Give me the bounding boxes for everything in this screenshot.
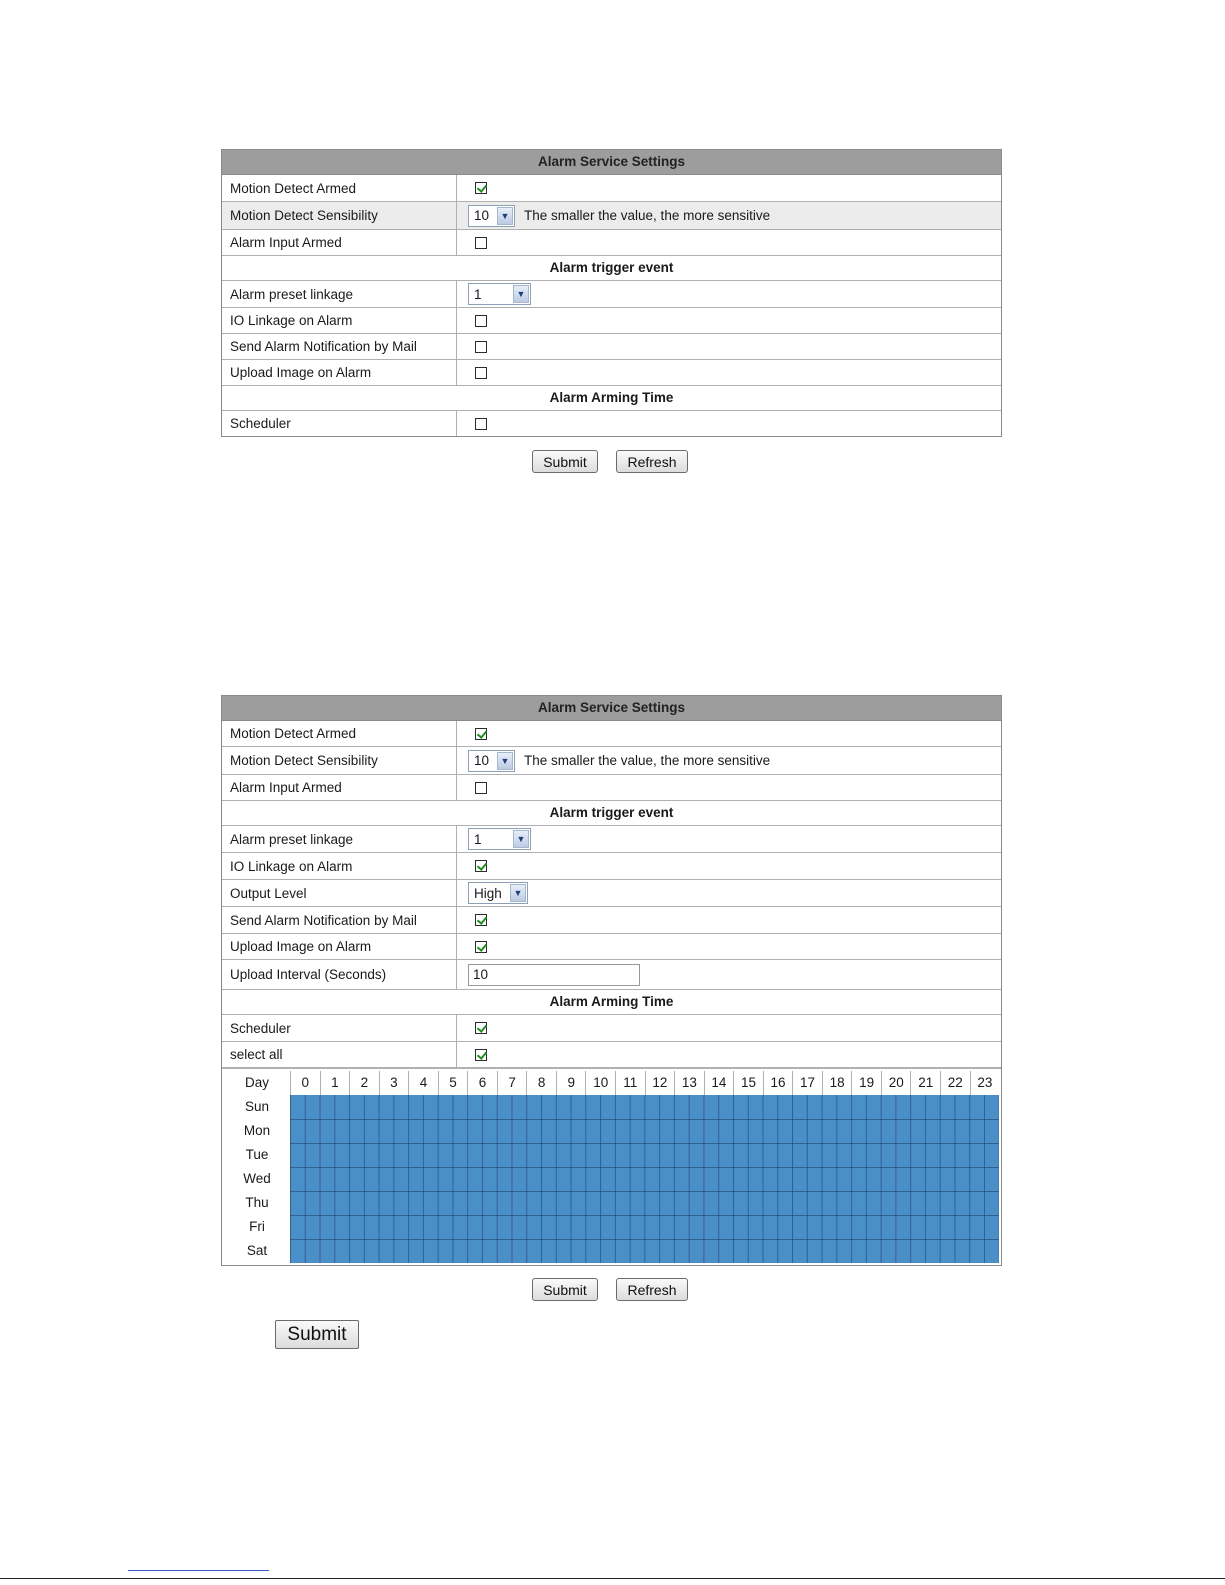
row-mail	[222, 907, 1001, 934]
row-motion-armed	[222, 721, 1001, 747]
row-preset	[222, 281, 1001, 308]
alarm-settings-panel-1	[221, 149, 1002, 437]
hour-label: 21	[910, 1071, 940, 1095]
label-alarm-input: Alarm Input Armed	[222, 230, 457, 255]
label-upload: Upload Image on Alarm	[222, 934, 457, 959]
label-scheduler: Scheduler	[222, 1015, 457, 1041]
large-submit-button[interactable]: Submit	[275, 1320, 359, 1349]
preset-value: 1	[474, 831, 482, 847]
upload-checkbox[interactable]	[475, 941, 487, 953]
panel-title: Alarm Service Settings	[222, 696, 1001, 721]
label-motion-armed: Motion Detect Armed	[222, 175, 457, 201]
label-upload-interval: Upload Interval (Seconds)	[222, 960, 457, 989]
chevron-down-icon[interactable]: ▼	[510, 884, 526, 902]
schedule-row-divider	[290, 1191, 999, 1192]
label-sensibility: Motion Detect Sensibility	[222, 747, 457, 774]
hour-label: 20	[881, 1071, 911, 1095]
label-upload: Upload Image on Alarm	[222, 360, 457, 385]
chevron-down-icon[interactable]: ▼	[513, 830, 529, 848]
hour-label: 17	[792, 1071, 822, 1095]
row-scheduler	[222, 1015, 1001, 1042]
schedule-row-divider	[290, 1239, 999, 1240]
chevron-down-icon[interactable]: ▼	[497, 207, 513, 225]
label-preset: Alarm preset linkage	[222, 826, 457, 852]
mail-checkbox[interactable]	[475, 341, 487, 353]
section-arming-time: Alarm Arming Time	[222, 386, 1001, 411]
sensibility-value: 10	[474, 208, 490, 223]
output-level-select[interactable]	[468, 882, 528, 904]
hour-label: 1	[320, 1071, 350, 1095]
row-sensibility	[222, 747, 1001, 775]
io-linkage-checkbox[interactable]	[475, 315, 487, 327]
label-mail: Send Alarm Notification by Mail	[222, 334, 457, 359]
hour-label: 3	[379, 1071, 409, 1095]
row-upload	[222, 360, 1001, 386]
schedule-row-divider	[290, 1215, 999, 1216]
chevron-down-icon[interactable]: ▼	[497, 752, 513, 770]
label-preset: Alarm preset linkage	[222, 281, 457, 307]
row-select-all	[222, 1042, 1001, 1068]
schedule-cells[interactable]	[290, 1095, 999, 1263]
submit-button[interactable]: Submit	[532, 450, 598, 473]
sensibility-hint: The smaller the value, the more sensitive	[524, 753, 771, 768]
hour-label: 10	[585, 1071, 615, 1095]
refresh-button[interactable]: Refresh	[616, 1278, 688, 1301]
row-alarm-input	[222, 230, 1001, 256]
output-level-value: High	[474, 885, 502, 901]
preset-select[interactable]	[468, 283, 531, 305]
label-select-all: select all	[222, 1042, 457, 1067]
hour-label: 7	[497, 1071, 527, 1095]
mail-checkbox[interactable]	[475, 914, 487, 926]
day-label: Wed	[243, 1171, 271, 1186]
hour-label: 13	[674, 1071, 704, 1095]
hour-label: 22	[940, 1071, 970, 1095]
row-mail	[222, 334, 1001, 360]
row-preset	[222, 826, 1001, 853]
row-alarm-input	[222, 775, 1001, 801]
row-scheduler	[222, 411, 1001, 436]
label-output-level: Output Level	[222, 880, 457, 906]
hour-label: 11	[615, 1071, 645, 1095]
row-io-linkage	[222, 308, 1001, 334]
day-label: Sun	[244, 1099, 270, 1114]
alarm-input-checkbox[interactable]	[475, 237, 487, 249]
row-sensibility	[222, 202, 1001, 230]
schedule-row-divider	[290, 1143, 999, 1144]
hour-label: 18	[822, 1071, 852, 1095]
refresh-button[interactable]: Refresh	[616, 450, 688, 473]
section-alarm-trigger: Alarm trigger event	[222, 256, 1001, 281]
day-column	[224, 1071, 290, 1263]
hour-label: 15	[733, 1071, 763, 1095]
chevron-down-icon[interactable]: ▼	[513, 285, 529, 303]
hour-label: 9	[556, 1071, 586, 1095]
scheduler-checkbox[interactable]	[475, 1022, 487, 1034]
label-alarm-input: Alarm Input Armed	[222, 775, 457, 800]
sensibility-select[interactable]	[468, 750, 515, 772]
row-upload-interval	[222, 960, 1001, 990]
row-io-linkage	[222, 853, 1001, 880]
upload-interval-input[interactable]: 10	[468, 964, 640, 986]
label-io-linkage: IO Linkage on Alarm	[222, 853, 457, 879]
label-scheduler: Scheduler	[222, 411, 457, 436]
label-mail: Send Alarm Notification by Mail	[222, 907, 457, 933]
preset-select[interactable]	[468, 828, 531, 850]
submit-button[interactable]: Submit	[532, 1278, 598, 1301]
day-label: Thu	[245, 1195, 269, 1210]
day-label: Fri	[249, 1219, 265, 1234]
hour-label: 14	[704, 1071, 734, 1095]
label-sensibility: Motion Detect Sensibility	[222, 202, 457, 229]
schedule-cells-area	[290, 1071, 999, 1263]
io-linkage-checkbox[interactable]	[475, 860, 487, 872]
sensibility-value: 10	[474, 753, 490, 768]
hour-label: 8	[526, 1071, 556, 1095]
day-label: Tue	[245, 1147, 269, 1162]
select-all-checkbox[interactable]	[475, 1049, 487, 1061]
hour-label: 6	[467, 1071, 497, 1095]
alarm-input-checkbox[interactable]	[475, 782, 487, 794]
page-footer-rule	[0, 1578, 1225, 1579]
motion-armed-checkbox[interactable]	[475, 728, 487, 740]
preset-value: 1	[474, 286, 482, 302]
day-header: Day	[244, 1075, 269, 1090]
hour-header	[290, 1071, 999, 1095]
day-label: Sat	[246, 1243, 268, 1258]
hour-label: 16	[763, 1071, 793, 1095]
label-motion-armed: Motion Detect Armed	[222, 721, 457, 746]
sensibility-hint: The smaller the value, the more sensitive	[524, 208, 771, 223]
row-output-level	[222, 880, 1001, 907]
hour-label: 4	[408, 1071, 438, 1095]
hour-label: 19	[851, 1071, 881, 1095]
hour-label: 0	[290, 1071, 320, 1095]
section-alarm-trigger: Alarm trigger event	[222, 801, 1001, 826]
label-io-linkage: IO Linkage on Alarm	[222, 308, 457, 333]
hour-label: 23	[970, 1071, 1000, 1095]
hour-label: 2	[349, 1071, 379, 1095]
sensibility-select[interactable]	[468, 205, 515, 227]
section-arming-time: Alarm Arming Time	[222, 990, 1001, 1015]
schedule-row-divider	[290, 1167, 999, 1168]
row-upload	[222, 934, 1001, 960]
panel-title: Alarm Service Settings	[222, 150, 1001, 175]
alarm-settings-panel-2	[221, 695, 1002, 1266]
row-motion-armed	[222, 175, 1001, 202]
schedule-row-divider	[290, 1119, 999, 1120]
schedule-grid	[222, 1068, 1001, 1265]
hour-label: 12	[645, 1071, 675, 1095]
day-label: Mon	[243, 1123, 271, 1138]
motion-armed-checkbox[interactable]	[475, 182, 487, 194]
hour-label: 5	[438, 1071, 468, 1095]
scheduler-checkbox[interactable]	[475, 418, 487, 430]
footnote-link-underline	[128, 1570, 269, 1571]
upload-checkbox[interactable]	[475, 367, 487, 379]
